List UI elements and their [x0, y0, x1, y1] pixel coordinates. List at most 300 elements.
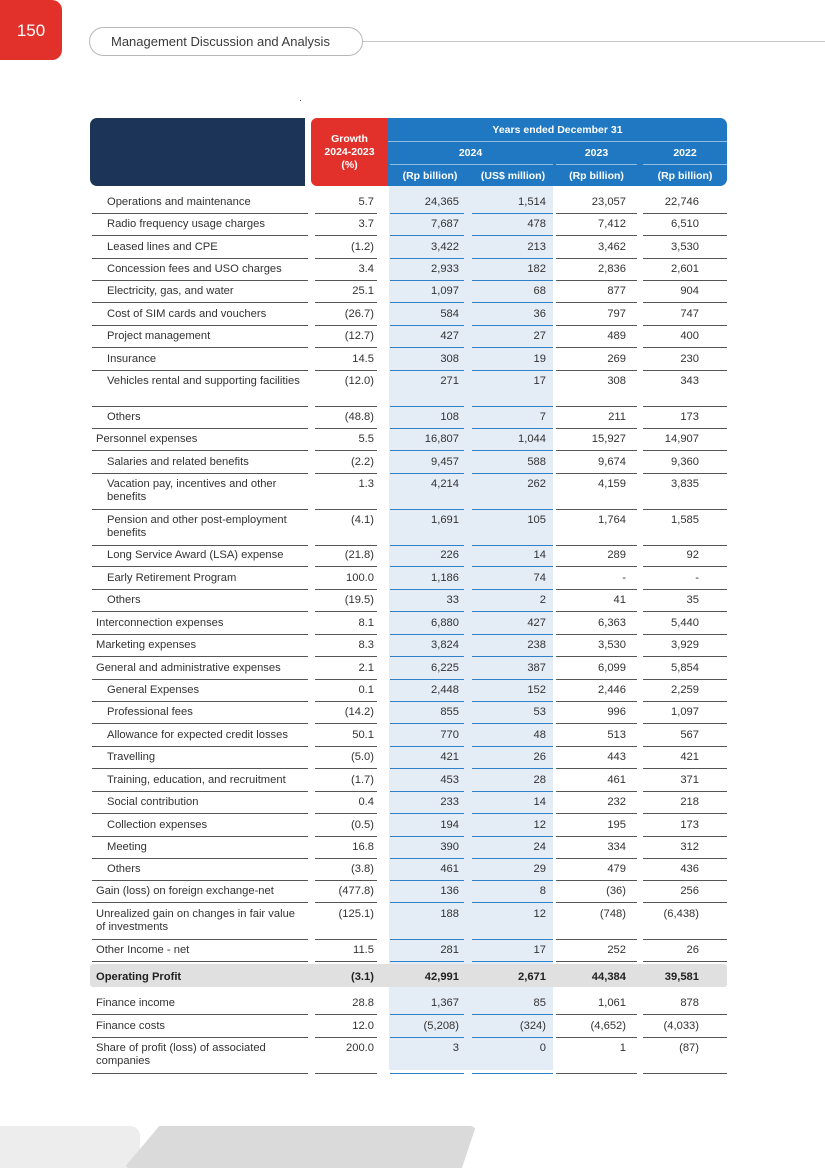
row-underline: [556, 325, 637, 326]
row-underline: [643, 450, 727, 451]
row-underline: [315, 679, 377, 680]
rp-2022-value: 218: [680, 796, 699, 808]
rp-2023-value: 9,674: [598, 456, 626, 468]
rp-2022-value: 3,835: [671, 478, 699, 490]
row-label: Vacation pay, incentives and other benefits: [107, 478, 277, 503]
rp-2022-value: 6,510: [671, 218, 699, 230]
row-underline: [472, 611, 553, 612]
growth-value: (2.2): [350, 456, 374, 468]
rp-2023-value: 15,927: [591, 433, 626, 445]
rp-2022-value: (6,438): [663, 908, 699, 920]
row-underline: [472, 589, 553, 590]
footer-decoration-left: [0, 1126, 140, 1168]
row-underline: [315, 406, 377, 407]
row-underline: [390, 428, 464, 429]
row-underline: [92, 746, 308, 747]
row-underline: [556, 679, 637, 680]
row-underline: [472, 280, 553, 281]
table-row: [0, 1042, 825, 1070]
year-2023-divider: [556, 164, 637, 165]
row-label: Others: [107, 411, 141, 423]
row-underline: [92, 723, 308, 724]
table-row: [0, 433, 825, 447]
row-underline: [315, 701, 377, 702]
row-underline: [472, 406, 553, 407]
table-row: [0, 729, 825, 743]
row-underline: [472, 746, 553, 747]
growth-value: 5.5: [358, 433, 374, 445]
growth-value: 25.1: [352, 285, 374, 297]
usd-2024-value: 12: [533, 819, 546, 831]
row-underline: [92, 768, 308, 769]
row-underline: [472, 723, 553, 724]
row-underline: [92, 611, 308, 612]
table-row: [0, 706, 825, 720]
row-underline: [643, 1014, 727, 1015]
row-label: Marketing expenses: [96, 639, 197, 651]
row-underline: [390, 939, 464, 940]
growth-value: 12.0: [352, 1020, 374, 1032]
row-underline: [390, 611, 464, 612]
row-underline: [92, 1014, 308, 1015]
row-underline: [390, 723, 464, 724]
row-label: Early Retirement Program: [107, 572, 237, 584]
usd-2024-value: 14: [533, 549, 546, 561]
table-row: [0, 774, 825, 788]
usd-2024-value: 28: [533, 774, 546, 786]
usd-2024-value: 152: [527, 684, 546, 696]
row-label: Other Income - net: [96, 944, 190, 956]
rp-2023-value: 308: [607, 375, 626, 387]
row-underline: [92, 589, 308, 590]
row-label: Salaries and related benefits: [107, 456, 249, 468]
rp-2024-value: 3: [452, 1042, 459, 1054]
row-underline: [92, 450, 308, 451]
usd-2024-value: 2,671: [518, 971, 546, 983]
row-underline: [390, 450, 464, 451]
growth-value: 100.0: [346, 572, 374, 584]
row-underline: [315, 347, 377, 348]
table-row: [0, 456, 825, 470]
row-underline: [315, 509, 377, 510]
row-underline: [643, 858, 727, 859]
row-underline: [556, 656, 637, 657]
rp-2023-value: 1,061: [598, 997, 626, 1009]
growth-value: (26.7): [344, 308, 374, 320]
row-label: Operating Profit: [96, 971, 182, 983]
rp-2022-value: 747: [680, 308, 699, 320]
row-underline: [556, 791, 637, 792]
rp-2024-value: 9,457: [431, 456, 459, 468]
row-underline: [390, 258, 464, 259]
row-underline: [390, 768, 464, 769]
row-underline: [390, 302, 464, 303]
row-underline: [315, 325, 377, 326]
row-underline: [556, 545, 637, 546]
row-underline: [556, 213, 637, 214]
table-row: [0, 796, 825, 810]
row-label: Training, education, and recruitment: [107, 774, 286, 786]
row-underline: [643, 325, 727, 326]
row-underline: [390, 1073, 464, 1074]
row-label: Insurance: [107, 353, 157, 365]
rp-2023-value: 6,363: [598, 617, 626, 629]
row-label: Cost of SIM cards and vouchers: [107, 308, 267, 320]
rp-2022-value: 14,907: [664, 433, 699, 445]
rp-2023-value: 513: [607, 729, 626, 741]
rp-2022-value: 26: [686, 944, 699, 956]
row-underline: [315, 545, 377, 546]
usd-2024-value: 8: [539, 885, 546, 897]
table-row: [0, 617, 825, 631]
row-underline: [315, 213, 377, 214]
row-underline: [556, 473, 637, 474]
row-underline: [556, 509, 637, 510]
row-label: Meeting: [107, 841, 147, 853]
usd-2024-value: 26: [533, 751, 546, 763]
rp-2022-value: 400: [680, 330, 699, 342]
row-underline: [390, 836, 464, 837]
row-underline: [92, 656, 308, 657]
row-label: Gain (loss) on foreign exchange-net: [96, 885, 274, 897]
row-underline: [472, 347, 553, 348]
row-label: Vehicles rental and supporting facilities: [107, 375, 300, 387]
rp-2022-value: 312: [680, 841, 699, 853]
row-underline: [556, 428, 637, 429]
row-underline: [315, 880, 377, 881]
row-underline: [556, 1073, 637, 1074]
row-underline: [390, 235, 464, 236]
rp-2023-value: 41: [613, 594, 626, 606]
usd-2024-value: (324): [519, 1020, 546, 1032]
row-underline: [556, 589, 637, 590]
table-row: [0, 263, 825, 277]
row-underline: [556, 1037, 637, 1038]
rp-2024-value: 4,214: [431, 478, 459, 490]
row-underline: [390, 858, 464, 859]
row-underline: [390, 701, 464, 702]
table-row: [0, 885, 825, 899]
row-underline: [472, 509, 553, 510]
table-row: [0, 841, 825, 855]
growth-value: (3.8): [350, 863, 374, 875]
row-underline: [472, 213, 553, 214]
row-underline: [643, 370, 727, 371]
rp-2024-value: 33: [446, 594, 459, 606]
row-underline: [643, 679, 727, 680]
usd-2024-value: 7: [539, 411, 546, 423]
row-underline: [390, 880, 464, 881]
usd-2024-value: 74: [533, 572, 546, 584]
rp-2024-value: 281: [440, 944, 459, 956]
row-underline: [92, 679, 308, 680]
usd-2024-value: 588: [527, 456, 546, 468]
row-label: Finance income: [96, 997, 175, 1009]
row-underline: [92, 473, 308, 474]
rp-2022-value: 256: [680, 885, 699, 897]
row-label: Radio frequency usage charges: [107, 218, 265, 230]
row-underline: [92, 880, 308, 881]
row-underline: [92, 1073, 308, 1074]
growth-value: 1.3: [358, 478, 374, 490]
row-underline: [390, 280, 464, 281]
rp-2022-value: 2,601: [671, 263, 699, 275]
row-label: Professional fees: [107, 706, 193, 718]
row-underline: [472, 768, 553, 769]
row-label: Collection expenses: [107, 819, 208, 831]
rp-2022-value: 904: [680, 285, 699, 297]
row-underline: [315, 235, 377, 236]
usd-2024-value: 1,514: [518, 196, 546, 208]
row-underline: [643, 406, 727, 407]
growth-value: (3.1): [350, 971, 374, 983]
usd-2024-value: 27: [533, 330, 546, 342]
rp-2024-value: 2,933: [431, 263, 459, 275]
row-underline: [556, 566, 637, 567]
row-label: Travelling: [107, 751, 156, 763]
rp-2024-value: 421: [440, 751, 459, 763]
row-underline: [643, 302, 727, 303]
table-row: [0, 353, 825, 367]
row-underline: [643, 939, 727, 940]
row-underline: [315, 566, 377, 567]
table-row: [0, 478, 825, 506]
rp-2024-value: 108: [440, 411, 459, 423]
rp-2023-value: 211: [608, 411, 626, 423]
usd-2024-value: 29: [533, 863, 546, 875]
usd-2024-value: 14: [533, 796, 546, 808]
rp-2022-value: 22,746: [664, 196, 699, 208]
row-underline: [92, 701, 308, 702]
rp-2024-value: 6,225: [431, 662, 459, 674]
row-underline: [315, 836, 377, 837]
rp-2024-value: 271: [440, 375, 459, 387]
growth-value: 0.1: [358, 684, 374, 696]
row-underline: [390, 509, 464, 510]
row-label: Share of profit (loss) of associated companies: [96, 1042, 266, 1067]
table-row: [0, 308, 825, 322]
usd-2024-value: 12: [533, 908, 546, 920]
rp-2023-value: 252: [607, 944, 626, 956]
rp-2024-value: 2,448: [431, 684, 459, 696]
rp-2022-value: 39,581: [664, 971, 699, 983]
row-underline: [472, 370, 553, 371]
row-underline: [472, 902, 553, 903]
growth-value: (12.0): [344, 375, 374, 387]
usd-2024-value: 182: [527, 263, 546, 275]
row-underline: [472, 858, 553, 859]
year-2024-label: 2024: [458, 147, 483, 159]
row-underline: [472, 791, 553, 792]
rp-2023-value: 4,159: [598, 478, 626, 490]
row-underline: [92, 370, 308, 371]
rp-2022-value: 343: [680, 375, 699, 387]
row-underline: [556, 450, 637, 451]
usd-2024-value: 48: [533, 729, 546, 741]
row-underline: [92, 791, 308, 792]
rp-2023-value: 23,057: [591, 196, 626, 208]
row-underline: [315, 428, 377, 429]
rp-2023-value: 7,412: [598, 218, 626, 230]
row-underline: [472, 813, 553, 814]
row-label: Unrealized gain on changes in fair value of investments: [96, 908, 296, 933]
row-label: Finance costs: [96, 1020, 166, 1032]
rp-2023-value: 2,446: [598, 684, 626, 696]
usd-2024-value: 105: [527, 514, 546, 526]
row-underline: [315, 746, 377, 747]
row-underline: [472, 1014, 553, 1015]
row-underline: [556, 939, 637, 940]
rp-2024-value: (5,208): [423, 1020, 459, 1032]
row-underline: [556, 701, 637, 702]
usd-2024-value: 53: [533, 706, 546, 718]
rp-2024-value: 461: [440, 863, 459, 875]
rp-2024-value: 7,687: [431, 218, 459, 230]
row-underline: [315, 656, 377, 657]
row-underline: [643, 634, 727, 635]
row-underline: [643, 880, 727, 881]
rp-2023-value: -: [622, 572, 626, 584]
row-underline: [556, 880, 637, 881]
row-underline: [390, 325, 464, 326]
usd-2024-value: 238: [527, 639, 546, 651]
row-underline: [92, 1037, 308, 1038]
footer-decoration-right: [124, 1126, 476, 1168]
rp-2023-value: 269: [607, 353, 626, 365]
row-underline: [643, 258, 727, 259]
growth-value: 200.0: [346, 1042, 374, 1054]
rp-2022-value: 371: [680, 774, 699, 786]
row-underline: [390, 813, 464, 814]
row-underline: [472, 880, 553, 881]
usd-2024-value: 213: [527, 241, 546, 253]
row-label: General Expenses: [107, 684, 200, 696]
row-underline: [315, 370, 377, 371]
row-underline: [315, 1037, 377, 1038]
row-label: Interconnection expenses: [96, 617, 224, 629]
year-2022-label: 2022: [673, 147, 697, 159]
row-underline: [390, 370, 464, 371]
table-row: [0, 1020, 825, 1034]
row-underline: [472, 656, 553, 657]
rp-2023-value: (36): [606, 885, 626, 897]
row-underline: [315, 1073, 377, 1074]
growth-value: (477.8): [338, 885, 374, 897]
usd-2024-value: 19: [533, 353, 546, 365]
table-row: [0, 330, 825, 344]
unit-rp-2023: (Rp billion): [569, 170, 624, 182]
row-underline: [472, 428, 553, 429]
growth-value: (19.5): [344, 594, 374, 606]
growth-value: 28.8: [352, 997, 374, 1009]
table-row: [0, 751, 825, 765]
rp-2023-value: 996: [607, 706, 626, 718]
row-underline: [315, 302, 377, 303]
rp-2024-value: 233: [440, 796, 459, 808]
growth-value: (1.7): [350, 774, 374, 786]
rp-2022-value: 92: [686, 549, 699, 561]
row-underline: [390, 1014, 464, 1015]
row-underline: [390, 746, 464, 747]
row-underline: [92, 836, 308, 837]
rp-2022-value: 5,440: [671, 617, 699, 629]
row-underline: [472, 302, 553, 303]
row-underline: [390, 634, 464, 635]
row-underline: [92, 258, 308, 259]
growth-value: 5.7: [358, 196, 374, 208]
row-underline: [92, 902, 308, 903]
row-underline: [556, 258, 637, 259]
row-underline: [556, 836, 637, 837]
row-underline: [472, 545, 553, 546]
rp-2023-value: 289: [607, 549, 626, 561]
table-row: [0, 863, 825, 877]
row-underline: [315, 902, 377, 903]
row-underline: [472, 1073, 553, 1074]
row-underline: [643, 509, 727, 510]
usd-2024-value: 478: [527, 218, 546, 230]
table-row: [0, 662, 825, 676]
rp-2023-value: 1: [619, 1042, 626, 1054]
year-2024-divider: [390, 164, 553, 165]
rp-2023-value: 44,384: [591, 971, 626, 983]
row-label: Social contribution: [107, 796, 199, 808]
row-underline: [315, 280, 377, 281]
row-underline: [643, 566, 727, 567]
unit-rp-2024: (Rp billion): [402, 170, 458, 182]
row-underline: [92, 406, 308, 407]
rp-2022-value: 567: [680, 729, 699, 741]
row-underline: [92, 325, 308, 326]
rp-2023-value: 334: [607, 841, 626, 853]
row-underline: [643, 473, 727, 474]
rp-2022-value: 5,854: [671, 662, 699, 674]
row-underline: [390, 406, 464, 407]
row-underline: [472, 258, 553, 259]
table-row: [0, 375, 825, 403]
rp-2024-value: 24,365: [424, 196, 459, 208]
growth-value: 3.4: [358, 263, 374, 275]
row-label: Electricity, gas, and water: [107, 285, 234, 297]
row-label: Personnel expenses: [96, 433, 198, 445]
growth-value: (48.8): [344, 411, 374, 423]
row-underline: [556, 746, 637, 747]
growth-value: (0.5): [350, 819, 374, 831]
row-underline: [643, 589, 727, 590]
rp-2023-value: 3,462: [598, 241, 626, 253]
table-row: [0, 572, 825, 586]
usd-2024-value: 427: [527, 617, 546, 629]
usd-2024-value: 68: [533, 285, 546, 297]
row-underline: [390, 791, 464, 792]
usd-2024-value: 85: [533, 997, 546, 1009]
row-underline: [92, 280, 308, 281]
rp-2022-value: 1,585: [671, 514, 699, 526]
growth-value: 50.1: [352, 729, 374, 741]
row-underline: [315, 611, 377, 612]
row-underline: [556, 370, 637, 371]
row-underline: [315, 961, 377, 962]
rp-2024-value: 855: [440, 706, 459, 718]
rp-2024-value: 1,691: [431, 514, 459, 526]
table-row: [0, 196, 825, 210]
row-underline: [390, 566, 464, 567]
rp-2023-value: 479: [607, 863, 626, 875]
usd-2024-value: 0: [539, 1042, 546, 1054]
row-underline: [315, 258, 377, 259]
table-row: [0, 819, 825, 833]
row-underline: [472, 566, 553, 567]
